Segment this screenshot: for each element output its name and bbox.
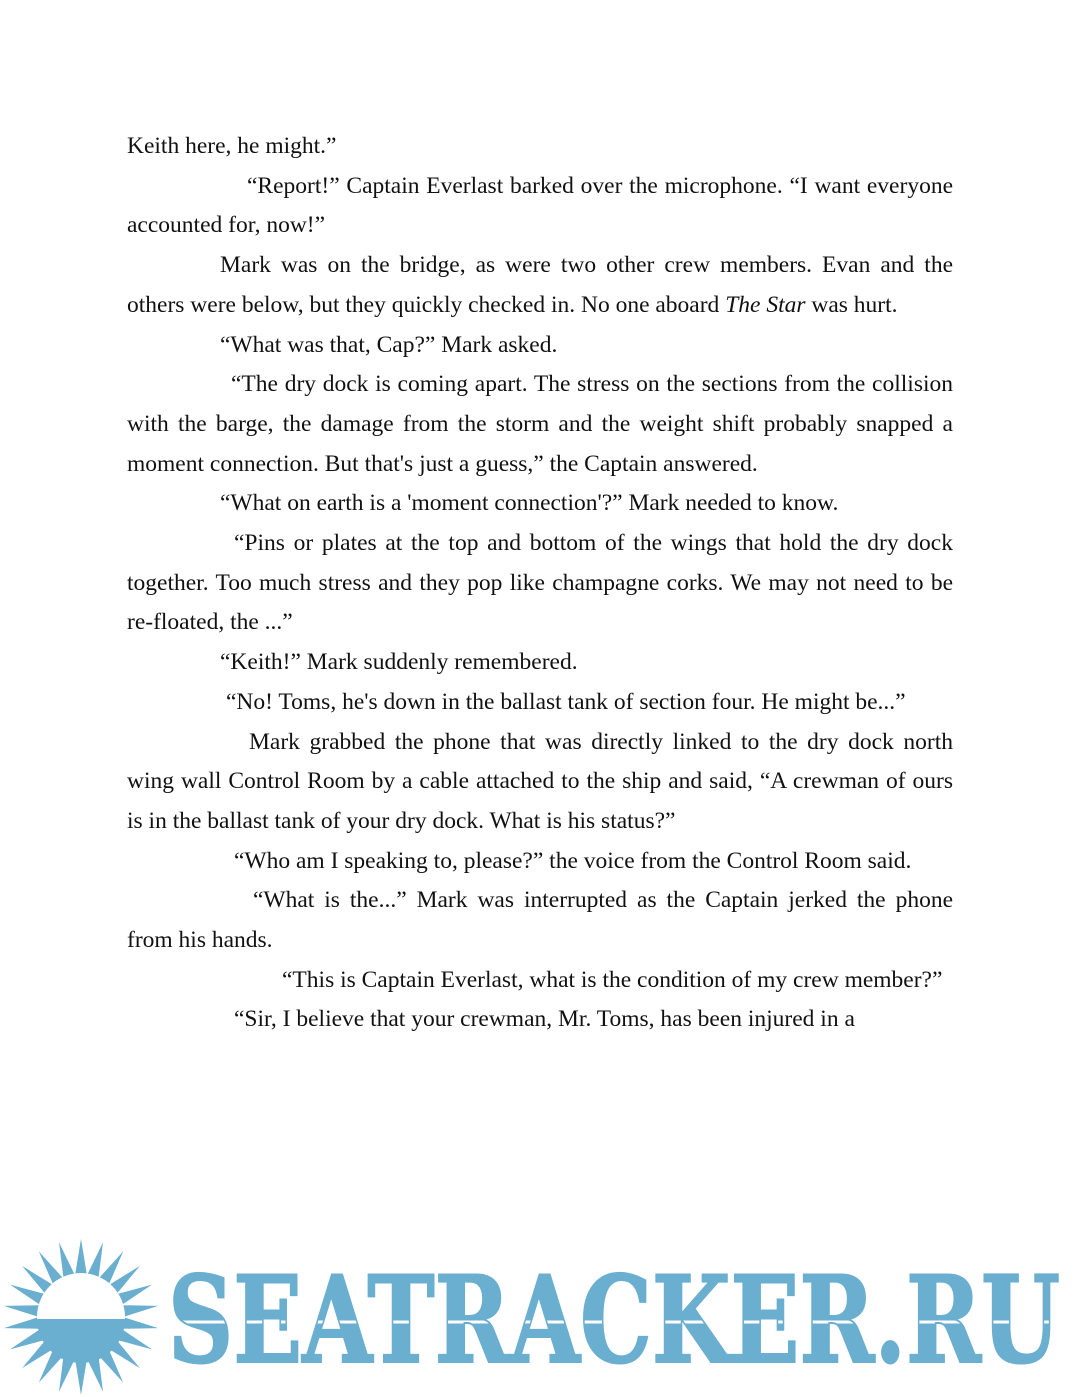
paragraph-text: “Keith!” Mark suddenly remembered.: [220, 649, 578, 676]
paragraph-text: Keith here, he might.”: [127, 133, 337, 159]
watermark-label: SEATRACKER.RU: [168, 1258, 1060, 1378]
paragraph-text: “No! Toms, he's down in the ballast tank of section four. He might be...”: [226, 688, 906, 715]
paragraph: [127, 1000, 953, 1040]
paragraph-text: Mark was on the bridge, as were two other crew members. Evan and the others were below, but they quickly checked in. No one aboard: [127, 252, 953, 318]
paragraph: [127, 881, 953, 960]
italic-title: The Star: [725, 291, 806, 318]
paragraph-text: “This is Captain Everlast, what is the condition of my crew member?”: [282, 966, 943, 993]
paragraph-text: “Pins or plates at the top and bottom of the wings that hold the dry dock together. Too much stress and they pop like champagne corks. We may not need to be re-floated, the ...”: [127, 530, 953, 636]
paragraph-text: “Sir, I believe that your crewman, Mr. Toms, has been injured in a: [234, 1006, 855, 1033]
paragraph-text: was hurt.: [805, 291, 898, 318]
paragraph: [127, 365, 953, 484]
paragraph: [127, 127, 953, 167]
paragraph: [127, 683, 953, 723]
document-body: [127, 127, 953, 1040]
paragraph: [127, 524, 953, 643]
paragraph: [127, 643, 953, 683]
watermark-text: [168, 1258, 1068, 1378]
paragraph: [127, 723, 953, 842]
paragraph-text: “What was that, Cap?” Mark asked.: [220, 331, 558, 358]
paragraph-text: “Report!” Captain Everlast barked over the microphone. “I want everyone accounted for, now!”: [127, 172, 953, 239]
paragraph-text: “The dry dock is coming apart. The stress on the sections from the collision with the barge, the damage from the storm and the weight shift probably snapped a moment connection. But that's just a guess,” the Captain answered.: [127, 371, 953, 477]
paragraph: [127, 961, 953, 1001]
paragraph-text: Mark grabbed the phone that was directly linked to the dry dock north wing wall Control Room by a cable attached to the ship and said, “A crewman of ours is in the ballast tank of your dry dock. What is his status?”: [127, 728, 953, 834]
paragraph: [127, 167, 953, 246]
paragraph: [127, 326, 953, 366]
sun-icon: [0, 1236, 162, 1397]
paragraph-text: “What on earth is a 'moment connection'?” Mark needed to know.: [220, 490, 839, 517]
paragraph: [127, 484, 953, 524]
paragraph-text: “Who am I speaking to, please?” the voice from the Control Room said.: [234, 847, 912, 874]
watermark: [0, 1236, 1080, 1397]
paragraph: [127, 842, 953, 882]
paragraph: [127, 246, 953, 325]
paragraph-text: “What is the...” Mark was interrupted as the Captain jerked the phone from his hands.: [127, 887, 953, 954]
